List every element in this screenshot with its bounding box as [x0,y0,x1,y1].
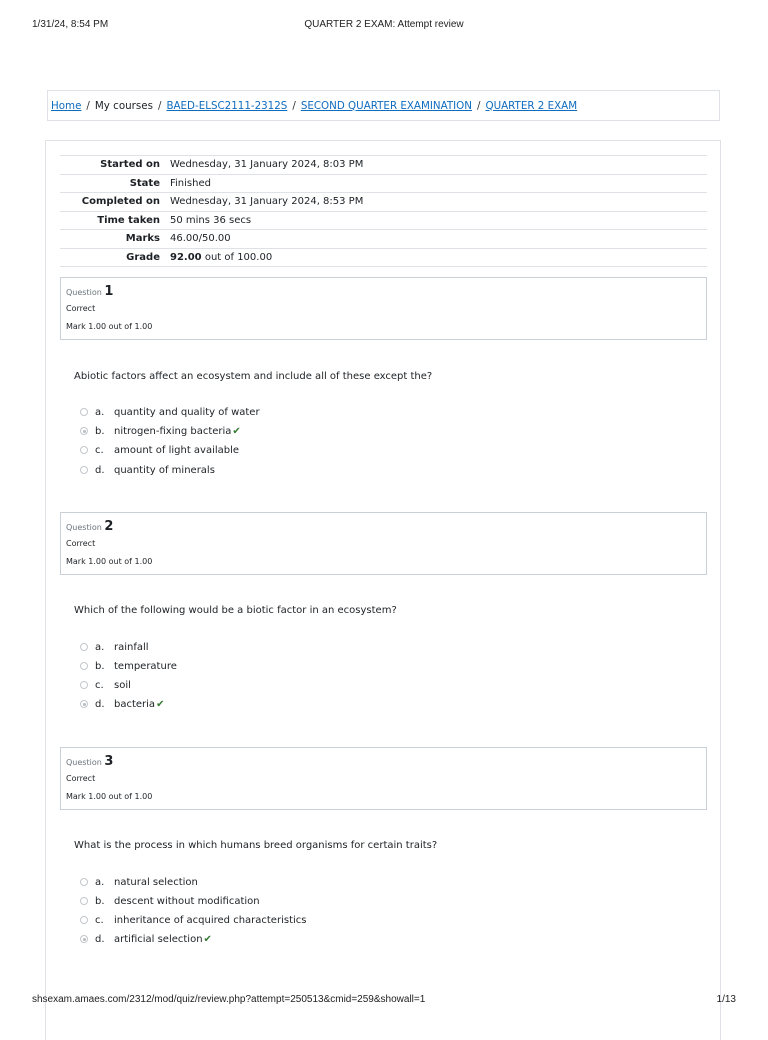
radio-button[interactable] [80,466,88,474]
answer-option[interactable] [80,404,260,420]
print-title: QUARTER 2 EXAM: Attempt review [304,19,464,30]
answer-option[interactable] [80,677,131,693]
radio-button[interactable] [80,446,88,454]
answer-letter: a. [95,876,105,888]
answer-letter: d. [95,464,105,476]
answer-text: quantity of minerals [114,464,215,476]
question-text: Abiotic factors affect an ecosystem and include all of these except the? [74,371,433,382]
breadcrumb [47,90,720,121]
summary-row-marks [60,230,707,249]
radio-button[interactable] [80,408,88,416]
breadcrumb-quiz-link[interactable]: QUARTER 2 EXAM [485,99,578,112]
breadcrumb-separator: / [157,99,162,112]
summary-row-completed [60,193,707,212]
radio-button[interactable] [80,681,88,689]
answer-option[interactable] [80,696,164,712]
answer-text: quantity and quality of water [114,406,260,418]
grade-out-of: out of 100.00 [201,251,273,263]
radio-button[interactable] [80,878,88,886]
answer-option[interactable] [80,893,260,909]
check-icon: ✔ [232,425,241,437]
answer-option[interactable] [80,423,241,439]
question-mark: Mark 1.00 out of 1.00 [66,792,153,801]
breadcrumb-separator: / [292,99,296,112]
print-page-number: 1/13 [716,994,736,1005]
answer-letter: b. [95,895,105,907]
summary-label: Marks [60,230,170,249]
check-icon: ✔ [203,933,212,945]
answer-text: bacteria [114,698,156,710]
summary-value: Wednesday, 31 January 2024, 8:53 PM [170,193,707,212]
summary-row-grade [60,248,707,267]
grade-score: 92.00 [170,251,202,263]
answer-text: soil [114,679,131,691]
answer-letter: d. [95,933,105,945]
radio-button[interactable] [80,643,88,651]
answer-text: nitrogen-fixing bacteria [114,425,232,437]
question-text: Which of the following would be a biotic factor in an ecosystem? [74,605,397,616]
answer-text: descent without modification [114,895,260,907]
answer-option[interactable] [80,912,306,928]
summary-value [170,248,707,267]
question-info-1 [60,277,707,340]
summary-label: State [60,174,170,193]
answer-text: inheritance of acquired characteristics [114,914,307,926]
summary-label: Started on [60,156,170,175]
radio-button[interactable] [80,916,88,924]
answer-text: amount of light available [114,444,240,456]
question-mark: Mark 1.00 out of 1.00 [66,322,153,331]
summary-row-started [60,156,707,175]
answer-text: artificial selection [114,933,203,945]
question-number: Question 1 [66,284,114,299]
print-url: shsexam.amaes.com/2312/mod/quiz/review.php?attempt=250513&cmid=259&showall=1 [32,994,426,1005]
answer-text: temperature [114,660,177,672]
question-mark: Mark 1.00 out of 1.00 [66,557,153,566]
question-state: Correct [66,304,96,313]
answer-option[interactable] [80,874,198,890]
answer-option[interactable] [80,658,177,674]
breadcrumb-section-link[interactable]: SECOND QUARTER EXAMINATION [300,99,472,112]
answer-letter: b. [95,425,105,437]
question-info-2 [60,512,707,575]
answer-text: rainfall [114,641,149,653]
summary-value: Wednesday, 31 January 2024, 8:03 PM [170,156,707,175]
question-text: What is the process in which humans breed organisms for certain traits? [74,840,438,851]
answer-option[interactable] [80,639,149,655]
check-icon: ✔ [156,698,165,710]
radio-button[interactable] [80,427,88,435]
summary-label: Grade [60,248,170,267]
breadcrumb-course-link[interactable]: BAED-ELSC2111-2312S [166,99,288,112]
question-state: Correct [66,774,96,783]
question-number: Question 3 [66,754,114,769]
answer-letter: c. [95,444,104,456]
answer-letter: a. [95,406,105,418]
radio-button[interactable] [80,700,88,708]
question-number: Question 2 [66,519,114,534]
breadcrumb-my-courses: My courses [94,99,153,112]
breadcrumb-home-link[interactable]: Home [51,99,82,112]
radio-button[interactable] [80,662,88,670]
radio-button[interactable] [80,935,88,943]
radio-button[interactable] [80,897,88,905]
summary-value: 50 mins 36 secs [170,211,707,230]
answer-option[interactable] [80,931,212,947]
answer-text: natural selection [114,876,198,888]
breadcrumb-separator: / [476,99,481,112]
answer-letter: a. [95,641,105,653]
attempt-summary-table [60,155,707,267]
answer-option[interactable] [80,442,239,458]
summary-row-state [60,174,707,193]
answer-letter: d. [95,698,105,710]
answer-letter: c. [95,914,104,926]
summary-value: 46.00/50.00 [170,230,707,249]
answer-letter: c. [95,679,104,691]
question-state: Correct [66,539,96,548]
answer-letter: b. [95,660,105,672]
summary-row-time-taken [60,211,707,230]
summary-label: Time taken [60,211,170,230]
summary-label: Completed on [60,193,170,212]
print-date: 1/31/24, 8:54 PM [32,19,109,30]
print-header [32,19,736,33]
question-info-3 [60,747,707,810]
print-footer [32,994,736,1008]
answer-option[interactable] [80,462,215,478]
breadcrumb-separator: / [86,99,90,112]
summary-value: Finished [170,174,707,193]
